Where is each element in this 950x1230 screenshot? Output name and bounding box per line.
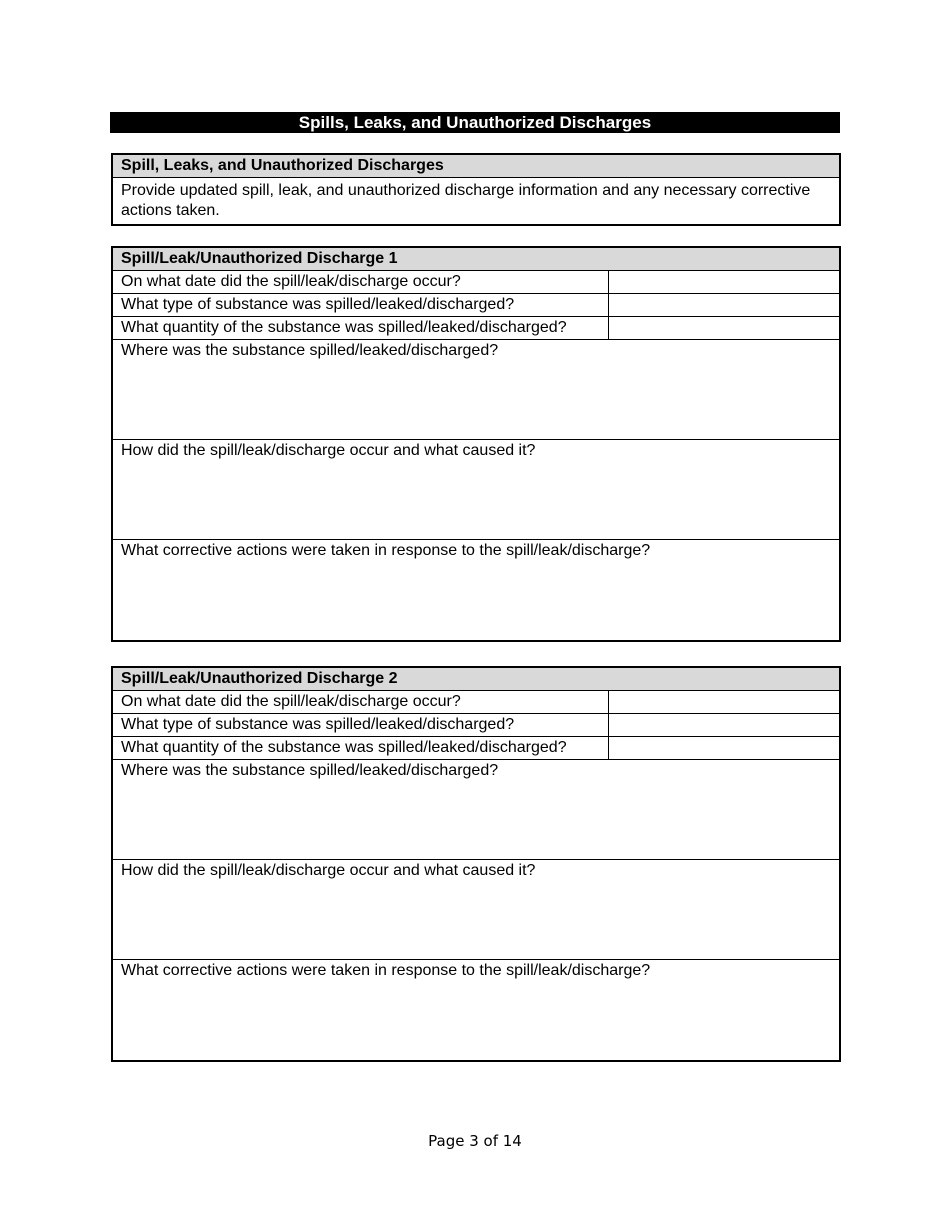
discharge-1-type-row bbox=[113, 294, 839, 317]
discharge-2-where-field[interactable] bbox=[113, 760, 839, 860]
discharge-1-actions-field[interactable] bbox=[113, 540, 839, 640]
discharge-1-date-answer[interactable] bbox=[609, 271, 839, 293]
discharge-2-actions-field[interactable] bbox=[113, 960, 839, 1060]
discharge-1-where-question: Where was the substance spilled/leaked/discharged? bbox=[121, 342, 499, 359]
discharge-2-how-question: How did the spill/leak/discharge occur and what caused it? bbox=[121, 862, 536, 879]
discharge-2-date-question: On what date did the spill/leak/discharge occur? bbox=[113, 691, 609, 713]
discharge-1-how-field[interactable] bbox=[113, 440, 839, 540]
discharge-2-how-field[interactable] bbox=[113, 860, 839, 960]
intro-text: Provide updated spill, leak, and unauthorized discharge information and any necessary corrective actions taken. bbox=[121, 182, 811, 219]
discharge-2-type-answer[interactable] bbox=[609, 714, 839, 736]
discharge-2-date-answer[interactable] bbox=[609, 691, 839, 713]
discharge-1-where-field[interactable] bbox=[113, 340, 839, 440]
page-number: Page 3 of 14 bbox=[428, 1132, 522, 1150]
section-title: Spills, Leaks, and Unauthorized Discharges bbox=[110, 112, 840, 133]
discharge-1-table bbox=[111, 246, 841, 642]
discharge-2-header: Spill/Leak/Unauthorized Discharge 2 bbox=[113, 668, 839, 691]
discharge-1-type-question: What type of substance was spilled/leaked/discharged? bbox=[113, 294, 609, 316]
discharge-1-actions-question: What corrective actions were taken in response to the spill/leak/discharge? bbox=[121, 542, 651, 559]
intro-header: Spill, Leaks, and Unauthorized Discharges bbox=[113, 155, 839, 178]
discharge-1-how-question: How did the spill/leak/discharge occur and what caused it? bbox=[121, 442, 536, 459]
discharge-1-header: Spill/Leak/Unauthorized Discharge 1 bbox=[113, 248, 839, 271]
discharge-1-quantity-question: What quantity of the substance was spilled/leaked/discharged? bbox=[113, 317, 609, 339]
discharge-2-type-row bbox=[113, 714, 839, 737]
discharge-2-type-question: What type of substance was spilled/leaked/discharged? bbox=[113, 714, 609, 736]
discharge-1-date-row bbox=[113, 271, 839, 294]
discharge-2-where-question: Where was the substance spilled/leaked/discharged? bbox=[121, 762, 499, 779]
discharge-1-type-answer[interactable] bbox=[609, 294, 839, 316]
discharge-2-table bbox=[111, 666, 841, 1062]
discharge-2-quantity-answer[interactable] bbox=[609, 737, 839, 759]
discharge-1-quantity-row bbox=[113, 317, 839, 340]
discharge-2-quantity-question: What quantity of the substance was spilled/leaked/discharged? bbox=[113, 737, 609, 759]
discharge-1-date-question: On what date did the spill/leak/discharge occur? bbox=[113, 271, 609, 293]
discharge-2-quantity-row bbox=[113, 737, 839, 760]
discharge-2-date-row bbox=[113, 691, 839, 714]
discharge-1-quantity-answer[interactable] bbox=[609, 317, 839, 339]
intro-box bbox=[111, 153, 841, 226]
discharge-2-actions-question: What corrective actions were taken in response to the spill/leak/discharge? bbox=[121, 962, 651, 979]
